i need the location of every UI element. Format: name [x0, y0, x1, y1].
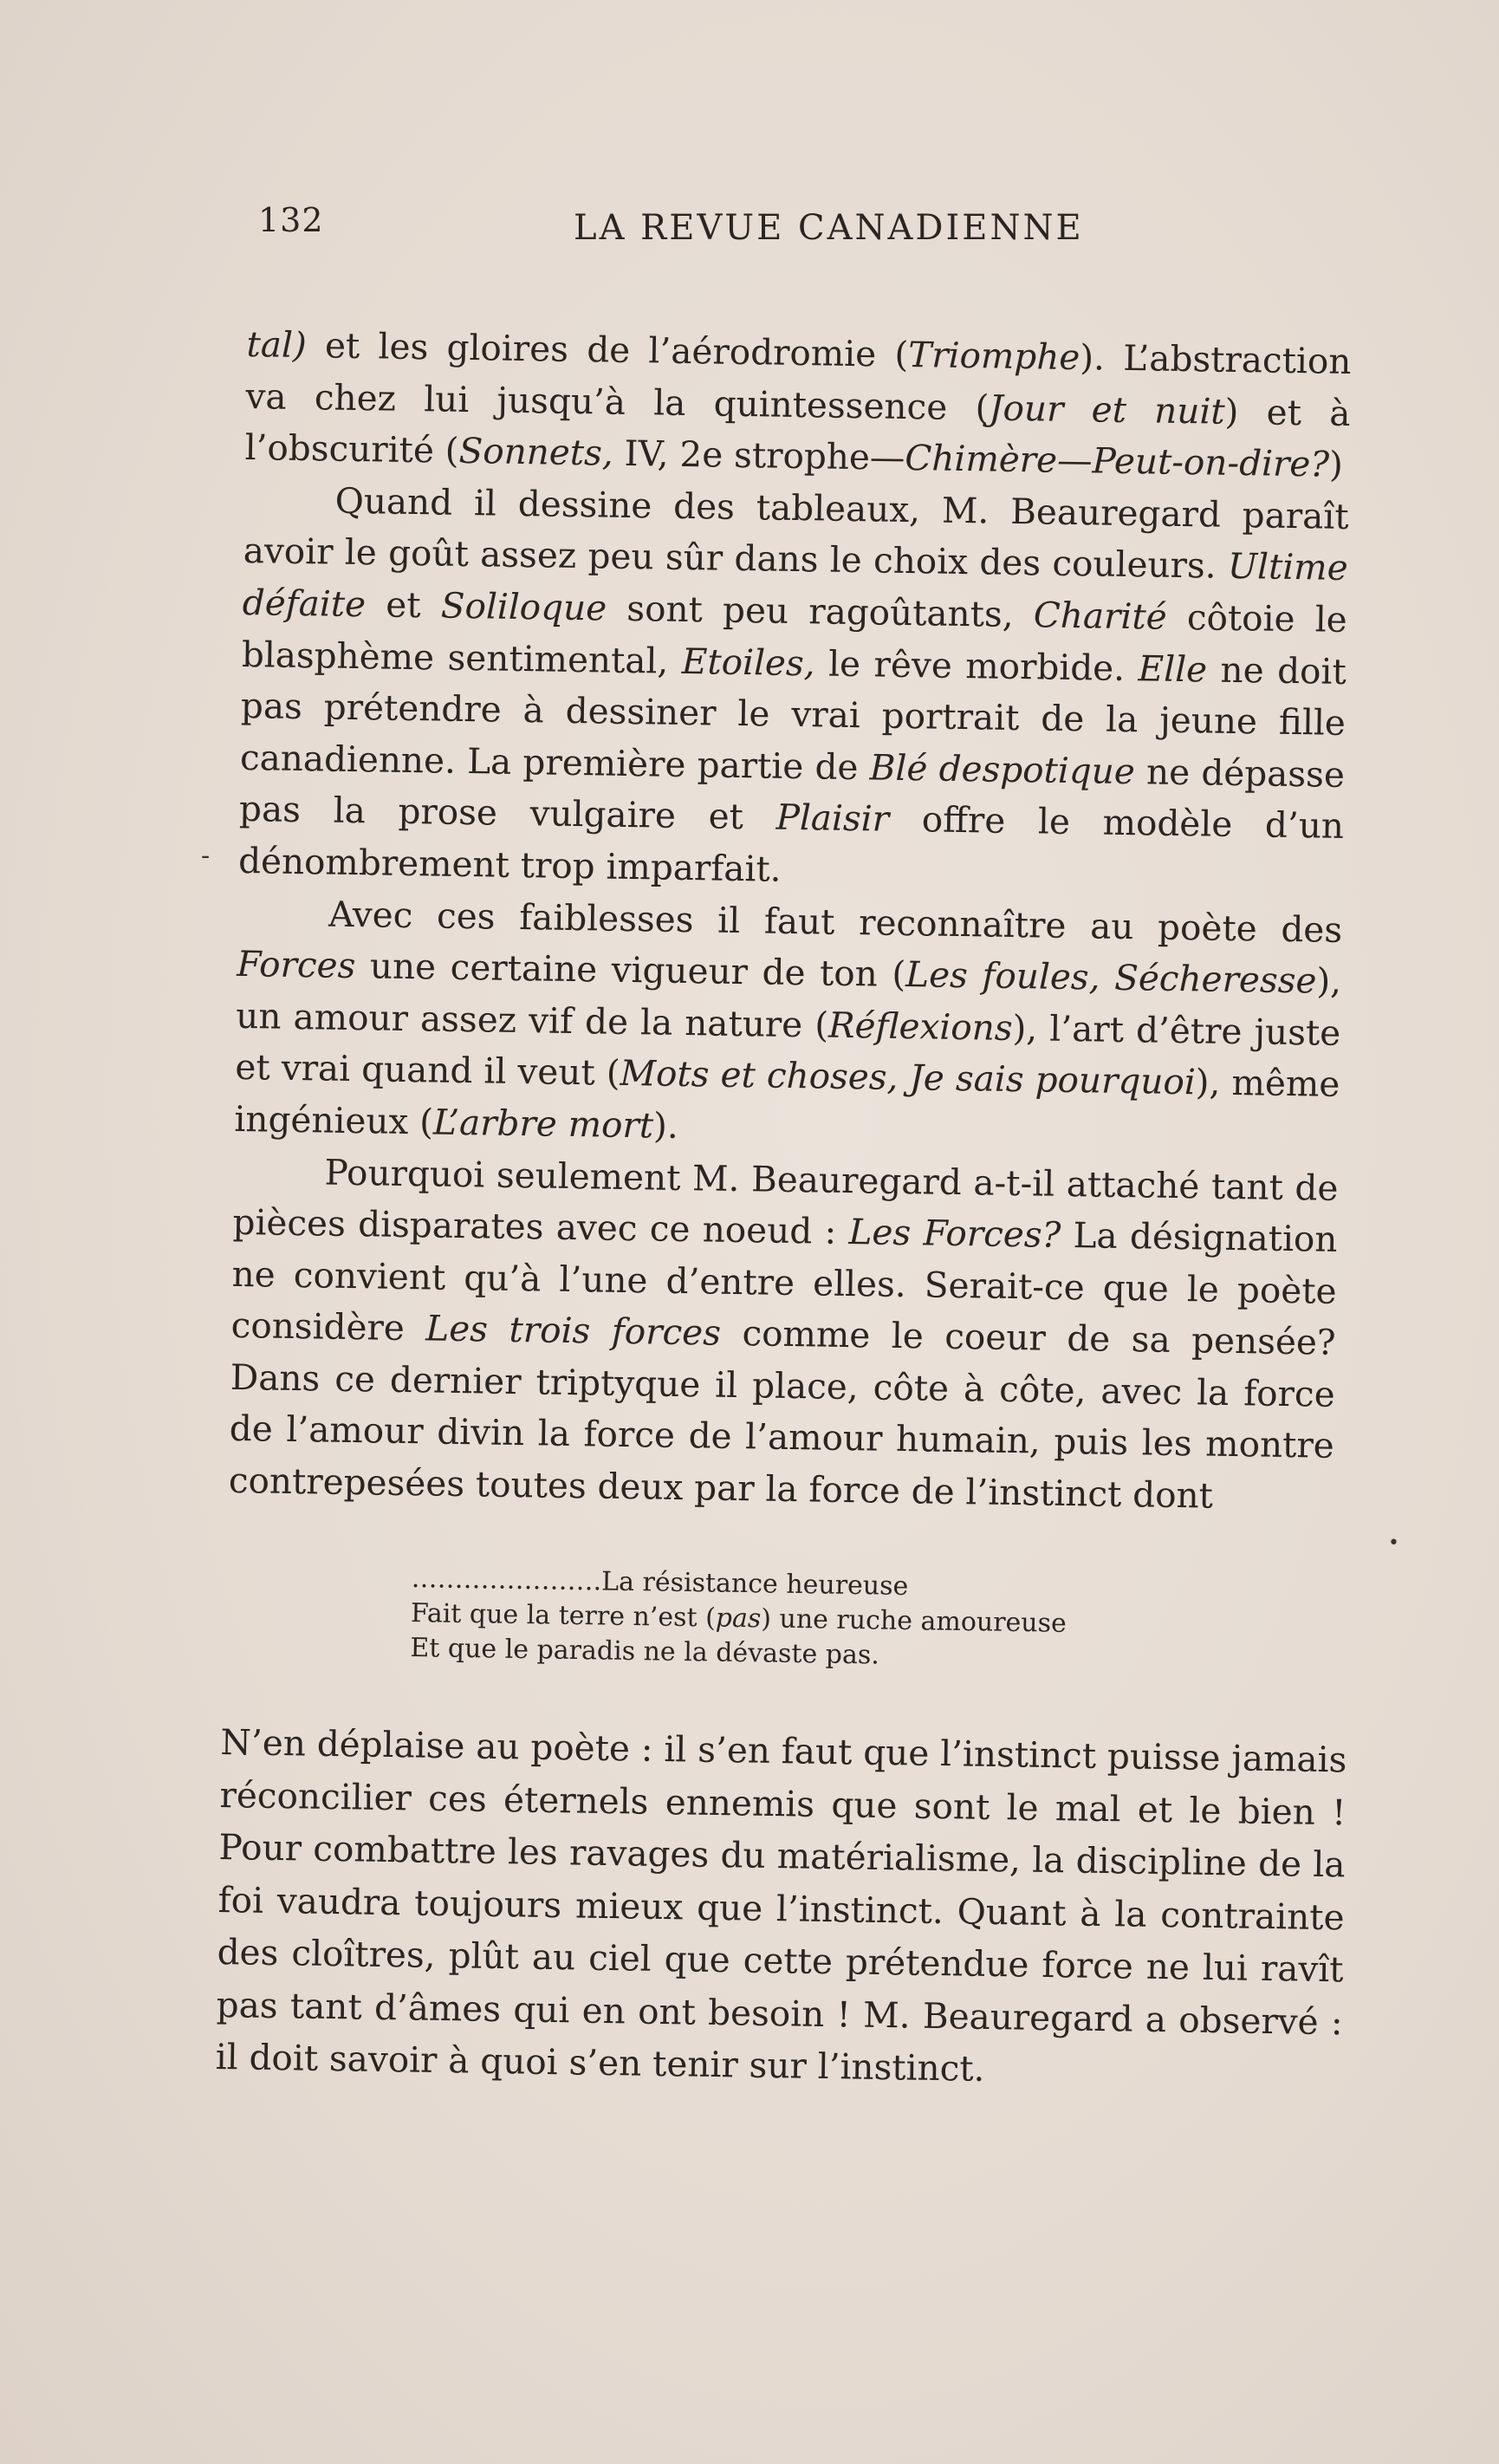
paragraph-2 [238, 474, 1349, 905]
text-run: ), l’art d’être juste et vrai quand il veut ( [235, 1006, 1341, 1095]
italic-title: Plaisir [775, 796, 890, 841]
text-run: ne dépasse pas la prose vulgaire et [238, 750, 1346, 839]
text-run: Quand il dessine des tableaux, M. Beauregard paraît avoir le goût assez peu sûr dans le choix des couleurs. [243, 479, 1349, 588]
text-run: ne doit pas prétendre à dessiner le vrai portrait de la jeune fille canadienne. La première partie de [239, 648, 1347, 789]
text-run: Pourquoi seulement M. Beauregard a-t-il attaché tant de pièces disparates avec ce noeud : [232, 1151, 1339, 1253]
text-run: une certaine vigueur de ton ( [354, 945, 906, 996]
italic-title: Triomphe [907, 333, 1080, 379]
italic-title: Ultime défaite [242, 545, 1349, 626]
text-run: et [365, 583, 442, 627]
italic-title: Blé despotique [869, 746, 1136, 792]
verse-line-2-start: Fait que la terre n’est ( [410, 1597, 717, 1634]
italic-title: Charité [1033, 594, 1168, 638]
italic-title: Les Forces? [848, 1211, 1061, 1256]
closing-paragraph: N’en déplaise au poète : il s’en faut que l’instinct puisse jamais réconcilier ces éternels ennemis que sont le mal et le bien ! Pour combattre les ravages du matérialisme, la discipline de la foi vaudra toujours mieux que l’instinct. Quant à la contrainte des cloîtres, plût au ciel que cette prétendue force ne lui ravît pas tant d’âmes qui en ont besoin ! M. Beauregard a observé : il doit savoir à quoi s’en tenir sur l’instinct. [215, 1720, 1347, 2090]
text-run: côtoie le blasphème sentimental, [241, 595, 1348, 682]
text-run: ), même ingénieux ( [234, 1061, 1340, 1143]
text-run: offre le modèle d’un dénombrement trop imparfait. [237, 798, 1345, 890]
text-run: le rêve morbide. [814, 641, 1139, 689]
italic-title: Elle [1138, 647, 1208, 691]
text-run: ) et à l’obscurité ( [244, 390, 1351, 472]
text-run: La désignation ne convient qu’à l’une d’entre elles. Serait-ce que le poète considère [230, 1213, 1338, 1349]
text-run: ), un amour assez vif de la nature ( [235, 959, 1342, 1046]
running-title: LA REVUE CANADIENNE [574, 208, 1084, 248]
text-run: sont peu ragoûtants, [606, 587, 1035, 636]
paragraph-1 [244, 319, 1352, 491]
verse-quotation [410, 1562, 1191, 1678]
italic-title: Réflexions [827, 1004, 1013, 1049]
italic-title: Etoiles, [681, 640, 816, 684]
italic-title: Chimère—Peut-on-dire? [905, 437, 1330, 485]
text-run: comme le coeur de sa pensée? Dans ce dernier triptyque il place, côte à côte, avec la force de l’amour divin la force de l’amour humain, puis les montre contrepesées toutes deux par la force de l’instinct dont [228, 1312, 1336, 1517]
italic-title: Soliloque [440, 584, 607, 629]
italic-title: Les trois forces [425, 1307, 722, 1355]
paragraph-3 [234, 887, 1343, 1162]
verse-line-2-end: ) une ruche amoureuse [761, 1603, 1067, 1639]
paragraph-4 [228, 1145, 1338, 1524]
page-header [258, 201, 1333, 253]
margin-dash: - [201, 841, 211, 871]
text-run: IV, 2e strophe— [613, 432, 905, 479]
italic-title: L’arbre mort [432, 1101, 654, 1147]
italic-title: Les foules, Sécheresse [905, 953, 1317, 1002]
text-run: ). [652, 1104, 679, 1147]
text-run: Avec ces faiblesses il faut reconnaître au poète des [328, 893, 1343, 951]
italic-title: Mots et choses, Je sais pourquoi [620, 1052, 1197, 1103]
verse-line-3: Et que le paradis ne la dévaste pas. [410, 1632, 880, 1671]
italic-title: Forces [236, 943, 356, 987]
italic-title: Jour et nuit [988, 387, 1226, 432]
closing-text [215, 1716, 1347, 2101]
verse-line-2-italic: pas [715, 1603, 762, 1635]
text-run: ). L’abstraction va chez lui jusqu’à la quintessence ( [245, 336, 1352, 429]
margin-dot: • [1388, 1532, 1399, 1554]
text-run: et les gloires de l’aérodromie ( [306, 324, 909, 375]
italic-title: tal) [246, 322, 308, 367]
text-run: ) [1328, 443, 1344, 486]
body-text [228, 319, 1351, 1525]
page-number: 132 [258, 201, 324, 239]
italic-title: Sonnets, [458, 430, 614, 474]
verse-line-1: ………………….La résistance heureuse [411, 1563, 909, 1603]
